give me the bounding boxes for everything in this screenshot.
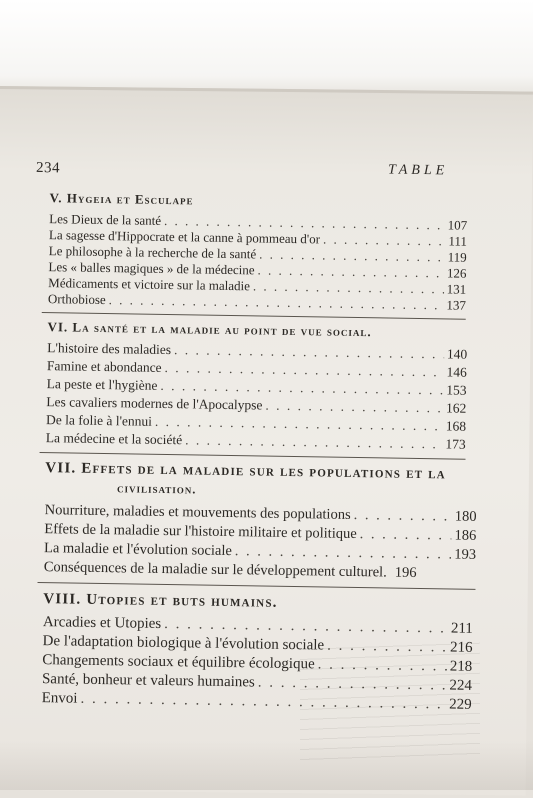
section-title — [45, 460, 446, 483]
entry-label: Orthobiose — [47, 291, 106, 308]
leader-dots — [327, 638, 447, 657]
entry-page: 162 — [445, 400, 467, 416]
entry-label: La peste et l'hygiène — [46, 376, 158, 393]
page-shadow — [0, 740, 533, 790]
entry-label: De l'adaptation biologique à l'évolution sociale — [42, 633, 325, 654]
leader-dots — [164, 360, 443, 380]
entry-page: 180 — [454, 508, 477, 525]
entry-label: Effets de la maladie sur l'histoire militaire et politique — [44, 521, 357, 543]
section-title-continuation: civilisation. — [116, 481, 197, 497]
entry-page: 186 — [454, 527, 477, 544]
entry-label: Santé, bonheur et valeurs humaines — [41, 671, 255, 691]
leader-dots — [174, 342, 444, 362]
entry-label: Les « balles magiques » de la médecine — [48, 259, 255, 278]
entry-page: 131 — [446, 281, 467, 297]
entry-label: Nourriture, maladies et mouvements des populations — [44, 502, 351, 523]
section-numeral: VI. — [47, 319, 69, 335]
page-number: 234 — [35, 159, 61, 177]
leader-dots — [265, 398, 443, 417]
entry-page: 224 — [449, 677, 473, 694]
section-title-text: Hygeia et Esculape — [66, 190, 194, 208]
section-divider — [42, 312, 466, 320]
section-title — [43, 591, 278, 612]
leader-dots — [185, 432, 443, 452]
entry-page: 111 — [448, 233, 468, 249]
section-title — [47, 319, 371, 340]
leader-dots — [160, 378, 443, 398]
entry-page: 193 — [454, 546, 477, 563]
entry-label: Famine et abondance — [46, 358, 162, 375]
leader-dots — [258, 674, 447, 694]
leader-dots — [235, 543, 452, 563]
section-title-text: La santé et la maladie au point de vue social. — [72, 319, 372, 340]
entry-page: 229 — [449, 696, 472, 713]
section-title-text: Effets de la maladie sur les populations et la — [81, 460, 446, 483]
entry-label: La médecine et la société — [45, 430, 183, 448]
entry-label: Les cavaliers modernes de l'Apocalypse — [46, 394, 263, 413]
entry-page: 211 — [450, 620, 473, 637]
entry-page: 168 — [445, 418, 467, 434]
entry-page: 153 — [446, 382, 467, 398]
entry-label: Le philosophe à la recherche de la santé — [48, 243, 257, 262]
section-divider — [38, 582, 476, 590]
entry-label: Arcadies et Utopies — [42, 614, 162, 632]
entry-label: L'histoire des maladies — [47, 340, 172, 358]
entry-page: 126 — [446, 265, 467, 281]
section-title-text: Utopies et buts humains. — [86, 591, 278, 611]
entry-label: Médicaments et victoire sur la maladie — [48, 275, 251, 294]
entry-page: 196 — [394, 564, 417, 581]
entry-label: La sagesse d'Hippocrate et la canne à pommeau d'or — [48, 227, 321, 247]
entry-page: 137 — [446, 297, 467, 313]
entry-page: 218 — [449, 658, 473, 675]
entry-page: 119 — [447, 249, 467, 265]
entry-page: 140 — [446, 346, 468, 362]
entry-page: 107 — [447, 217, 468, 233]
leader-dots — [155, 414, 443, 435]
entry-label: Conséquences de la maladie sur le développement culturel. — [43, 559, 387, 581]
entry-label: De la folie à l'ennui — [45, 412, 153, 429]
leader-dots — [354, 507, 452, 526]
leader-dots — [318, 656, 447, 675]
entry-page: 216 — [449, 639, 473, 656]
entry-page: 146 — [446, 364, 467, 380]
entry-label: Envoi — [41, 690, 78, 707]
running-head: TABLE — [387, 162, 449, 179]
entry-label: Changements sociaux et équilibre écologique — [42, 652, 315, 673]
leader-dots — [360, 526, 452, 544]
section-numeral: VII. — [45, 460, 77, 477]
leader-dots — [323, 231, 446, 249]
entry-page: 173 — [445, 436, 466, 452]
leader-dots — [164, 616, 448, 637]
entry-label: Les Dieux de la santé — [49, 211, 162, 228]
leader-dots — [80, 691, 446, 714]
section-title — [49, 190, 193, 208]
section-divider — [40, 452, 466, 460]
section-numeral: VIII. — [43, 591, 82, 608]
entry-label: La maladie et l'évolution sociale — [43, 540, 232, 560]
section-numeral: V. — [49, 190, 63, 206]
